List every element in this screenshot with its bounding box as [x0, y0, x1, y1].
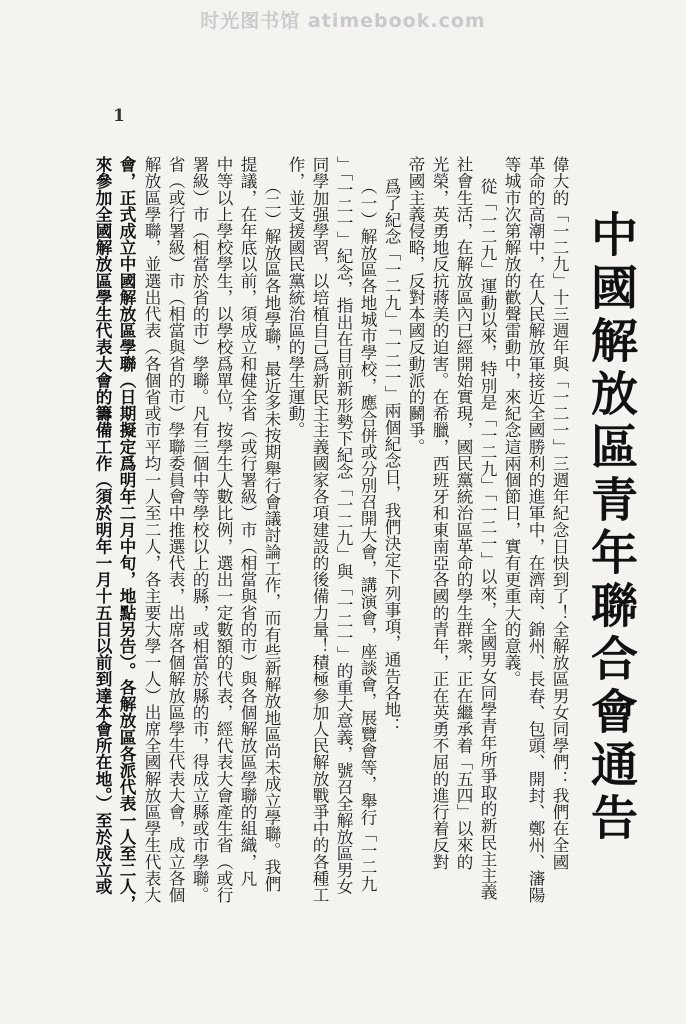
text-column: （一）解放區各地城市學校，應合併或分別召開大會，講演會，座談會，展覽會等，舉行「一二九 [358, 178, 377, 892]
text-column: 」「一二一」紀念，指出在目前新形勢下紀念「一二九」與「一二一」的重大意義，號召全解放區男女 [334, 156, 353, 895]
text-column: 省（或行署級）市（相當與省的市）學聯委員會中推選代表，出席各個解放區學生代表大會，成立各個 [166, 156, 185, 903]
text-column: 光榮，英勇地反抗蔣美的迫害。在希臘，西班牙和東南亞各國的青年，正在英勇不屈的進行着反對 [430, 156, 449, 870]
text-column: 革命的高潮中，在人民解放軍接近全國勝利的進軍中，在濟南、錦州、長春、包頭、開封、鄭州、瀋陽 [526, 156, 545, 903]
text-column: 爲了紀念「一二九」「一二一」兩個紀念日，我們決定下列事項，通告各地： [382, 178, 401, 735]
page-number: 1 [113, 106, 125, 126]
text-column: 帝國主義侵略，反對本國反動派的鬭爭。 [406, 156, 425, 455]
text-column: （二）解放區各地學聯，最近多未按期舉行會議討論工作，而有些新解放地區尚未成立學聯。我們 [262, 178, 281, 892]
text-column: 作，並支援國民黨統治區的學生運動。 [286, 156, 305, 439]
text-column: 等城市次第解放的歡聲雷動中，來紀念這兩個節日，實有更重大的意義。 [502, 156, 521, 688]
text-column: 解放區學聯，並選出代表（各個省或市平均一人至二人，各主要大學一人）出席全國解放區學生代表大 [142, 156, 161, 903]
text-column: 社會生活，在解放區內已經開始實現，國民黨統治區革命的學生群衆，正在繼承着「五四」以來的 [454, 156, 473, 870]
text-column: 會，正式成立中國解放區學聯（日期擬定爲明年二月中旬，地點另告）。各解放區各派代表一人至二人， [117, 156, 137, 912]
text-column: 署級）市（相當於省的市）學聯。凡有三個中等學校以上的縣，或相當於縣的市，得成立縣或市學聯。 [190, 156, 209, 903]
text-column: 從「一二九」運動以來，特別是「一二九」「一二一」以來，全國男女同學青年所爭取的新民主主義 [478, 178, 497, 901]
text-column: 中等以上學校學生，以學校爲單位，按學生人數比例，選出一定數額的代表，經代表大會產生省（或行 [214, 156, 233, 903]
text-column: 提議，在年底以前，須成立和健全省（或行署級）市（相當與省的市）與各個解放區學聯的組織，凡 [238, 156, 257, 887]
text-column: 來參加全國解放區學生代表大會的籌備工作（須於明年一月十五日以前到達本會所在地。）至於成立或 [93, 156, 113, 895]
page-title: 中國解放區青年聯合會通告 [583, 210, 638, 846]
text-column: 同學加强學習，以培植自己爲新民主主義國家各項建設的後備力量！積極參加人民解放戰爭中的各種工 [310, 156, 329, 903]
watermark: 时光图书馆 atimebook.com [200, 10, 486, 32]
text-column: 偉大的「一二九」十三週年與「一二一」三週年紀念日快到了！全解放區男女同學們：我們在全國 [550, 156, 569, 870]
